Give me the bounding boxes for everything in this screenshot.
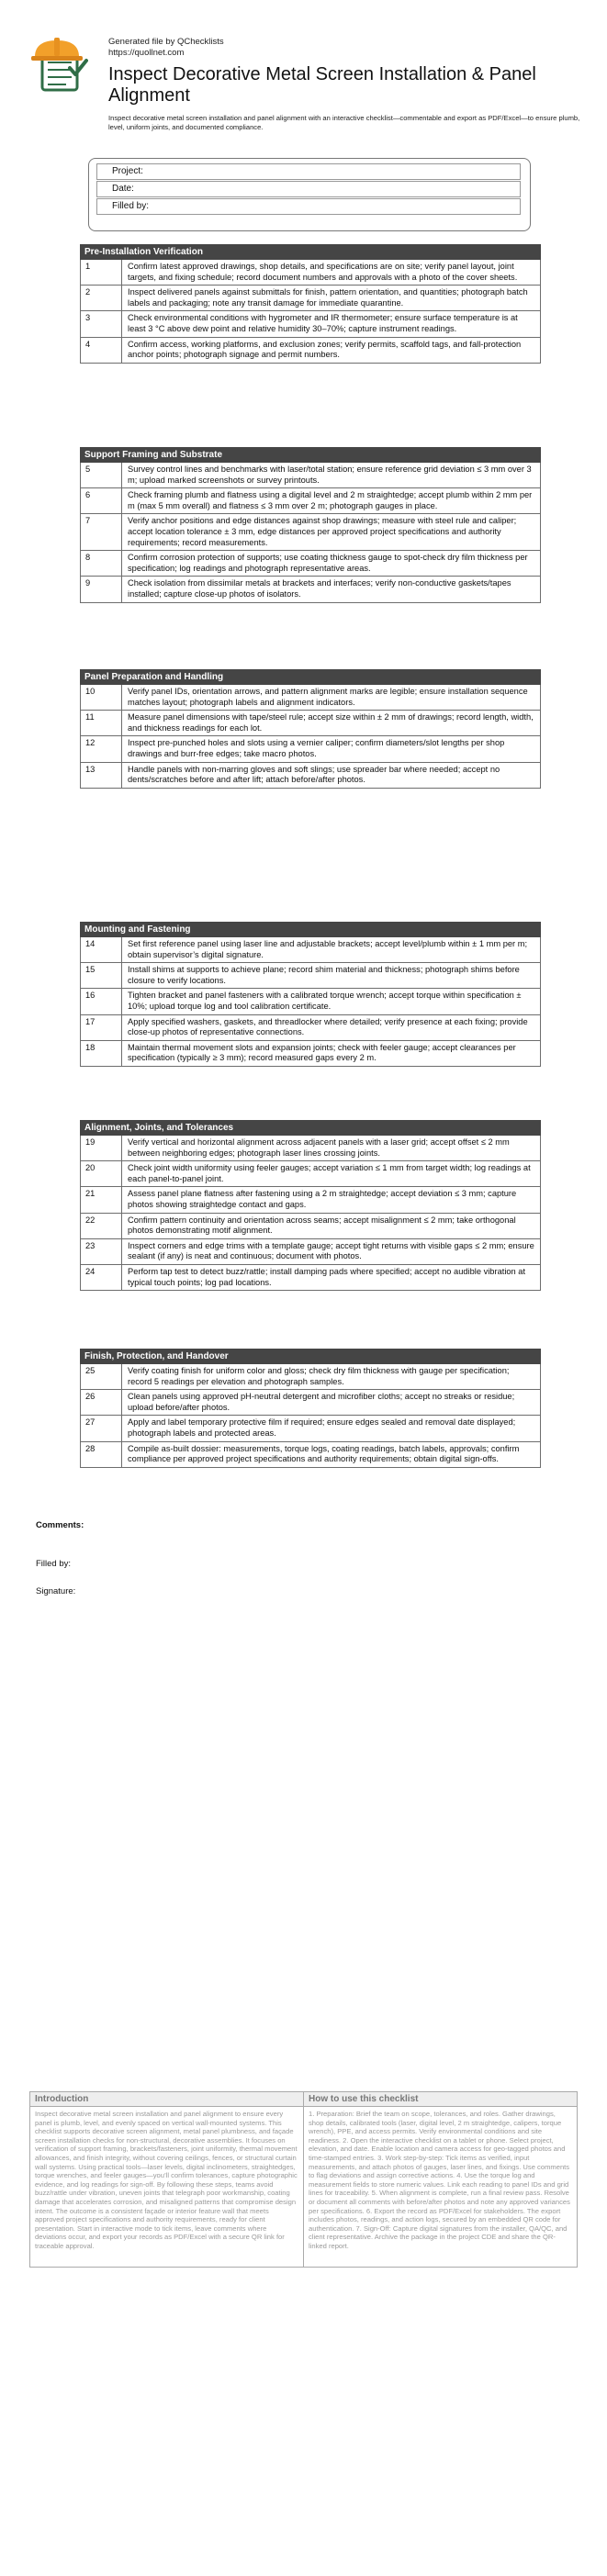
filled-by-signoff-label: Filled by: bbox=[36, 1559, 72, 1569]
how-to-text: 1. Preparation: Brief the team on scope, tolerances, and roles. Gather drawings, shop details, calibrated tools (laser, digital level, 2 m straightedge, calipers, torque wrench), PPE, and access permits. Verify environmental conditions and site readiness. 2. Open the interactive checklist on a tablet or phone. Select project, elevation, and date. Enable location and camera access for geo-tagged photos and time-stamped entries. 3. Work step-by-step: Tick items as verified, input measurements, and attach photos of gauges, laser lines, and fixings. Use comments to flag deviations and assign corrective actions. 4. Use the torque log and measurement fields to store numeric values. Link each reading to panel IDs and grid lines for traceability. 5. When alignment is complete, run a final review pass. Resolve or document all comments with before/after photos and note any approved variances per specifications. 6. Export the record as PDF/Excel for stakeholders. The export includes photos, readings, and action logs, secured by an embedded QR code for authentication. 7. Sign-Off: Capture digital signatures from the installer, QA/QC, and client representative. Archive the package in the project CDE and share the QR-linked report. bbox=[309, 2110, 570, 2250]
item-number: 4 bbox=[81, 338, 122, 363]
checklist-item[interactable] bbox=[80, 286, 541, 311]
checklist-item[interactable] bbox=[80, 514, 541, 551]
checklist-item[interactable] bbox=[80, 311, 541, 337]
item-text: Handle panels with non-marring gloves and soft slings; use spreader bar where needed; accept no dents/scratches before and after lift; attach before/after photos. bbox=[128, 764, 500, 785]
checklist-item[interactable] bbox=[80, 1390, 541, 1416]
item-text: Confirm corrosion protection of supports; use coating thickness gauge to spot-check dry film thickness per specification; log readings and photograph representative areas. bbox=[128, 553, 528, 573]
info-panel bbox=[29, 2091, 578, 2268]
checklist-item[interactable] bbox=[80, 763, 541, 789]
item-number: 11 bbox=[81, 711, 122, 735]
checklist-item[interactable] bbox=[80, 736, 541, 762]
item-text: Survey control lines and benchmarks with laser/total station; ensure reference grid deviation ≤ 3 mm over 3 m; upload marked screenshots or survey printouts. bbox=[128, 465, 532, 485]
checklist-item[interactable] bbox=[80, 937, 541, 963]
item-number: 1 bbox=[81, 260, 122, 285]
introduction-text: Inspect decorative metal screen installation and panel alignment to ensure every panel is plumb, level, and evenly spaced on vertical wall-mounted systems. This checklist supports decorative screen alignment, metal panel plumbness, and façade screen installation checks for non-structural, decorative assemblies. It focuses on verification of support framing, brackets/fasteners, joint uniformity, thermal movement allowances, and finish integrity, without covering ceilings, fences, or structural curtain wall systems. Using practical tools—laser levels, digital inclinometers, straightedges, torque wrenches, and feeler gauges—you’ll confirm tolerances, capture photographic evidence, and log readings for sign-off. By following these steps, teams avoid buzz/rattle under vibration, uneven joints that telegraph poor workmanship, coating damage that accelerates corrosion, and misaligned patterns that compromise design intent. The outcome is a consistent façade or interior feature wall that meets approved project specifications and authority requirements, ready for client presentation. Start in interactive mode to tick items, leave comments where deviations occur, and export your records as PDF/Excel with a secure QR link for traceable approval. bbox=[35, 2110, 298, 2250]
checklist-item[interactable] bbox=[80, 1416, 541, 1441]
item-text: Inspect delivered panels against submittals for finish, pattern orientation, and quantities; photograph batch labels and packaging; note any transit damage for immediate quarantine. bbox=[128, 287, 528, 308]
document-header bbox=[29, 31, 580, 132]
section-title: Mounting and Fastening bbox=[80, 922, 541, 937]
checklist-item[interactable] bbox=[80, 463, 541, 488]
section-title: Alignment, Joints, and Tolerances bbox=[80, 1120, 541, 1136]
checklist-item[interactable] bbox=[80, 1015, 541, 1041]
checklist-item[interactable] bbox=[80, 1161, 541, 1187]
item-text: Measure panel dimensions with tape/steel rule; accept size within ± 2 mm of drawings; record length, width, and thickness readings for each lot. bbox=[128, 712, 534, 733]
checklist-item[interactable] bbox=[80, 1214, 541, 1239]
item-text: Confirm access, working platforms, and exclusion zones; verify permits, scaffold tags, and fall-protection anchor points; photograph signage and permit numbers. bbox=[128, 339, 522, 360]
item-number: 23 bbox=[81, 1239, 122, 1264]
checklist-item[interactable] bbox=[80, 260, 541, 286]
item-number: 19 bbox=[81, 1136, 122, 1160]
checklist-item[interactable] bbox=[80, 1136, 541, 1161]
item-text: Verify vertical and horizontal alignment across adjacent panels with a laser grid; accept offset ≤ 2 mm between neighboring edges; photograph laser lines crossing joints. bbox=[128, 1137, 510, 1158]
item-text: Maintain thermal movement slots and expansion joints; check with feeler gauge; accept clearances per specification (typically ≥ 3 mm); record measured gaps every 2 m. bbox=[128, 1042, 516, 1063]
item-text: Apply specified washers, gaskets, and threadlocker where detailed; verify presence at each fixing; provide close-up photos of representative connections. bbox=[128, 1016, 528, 1037]
item-text: Verify panel IDs, orientation arrows, and pattern alignment marks are legible; ensure installation sequence matches layout; photograph labels and alignment indicators. bbox=[128, 687, 528, 707]
item-text: Compile as-built dossier: measurements, torque logs, coating readings, batch labels, approvals; confirm compliance per approved project specifications and authority requirements; obtain digital sign-offs. bbox=[128, 1443, 520, 1464]
item-text: Check framing plumb and flatness using a digital level and 2 m straightedge; accept plumb within 2 mm per m (max 5 mm overall) and flatness ≤ 3 mm over 2 m; photograph gauges in place. bbox=[128, 490, 533, 510]
checklist-item[interactable] bbox=[80, 577, 541, 602]
generator-credit bbox=[108, 37, 224, 59]
item-text: Confirm latest approved drawings, shop details, and specifications are on site; verify panel layout, joint targets, and fixing schedule; record document numbers and approvals with a photo of the cover sheets. bbox=[128, 262, 518, 282]
item-text: Assess panel plane flatness after fastening using a 2 m straightedge; accept deviation ≤ 3 mm; capture photos showing straightedge contact and gaps. bbox=[128, 1189, 517, 1209]
item-text: Verify coating finish for uniform color and gloss; check dry film thickness with gauge per specification; record 5 readings per elevation and photograph samples. bbox=[128, 1366, 510, 1386]
project-info-box bbox=[88, 158, 531, 231]
item-text: Verify anchor positions and edge distances against shop drawings; measure with steel rule and caliper; accept location tolerance ± 3 mm, edge distances per approved project specifications and authority requirements; record measurements. bbox=[128, 516, 517, 547]
checklist-hardhat-logo-icon bbox=[29, 35, 88, 94]
item-text: Apply and label temporary protective film if required; ensure edges sealed and removal date displayed; photograph labels and protected areas. bbox=[128, 1417, 516, 1438]
item-number: 12 bbox=[81, 736, 122, 761]
item-number: 8 bbox=[81, 551, 122, 576]
checklist-item[interactable] bbox=[80, 1239, 541, 1265]
item-number: 27 bbox=[81, 1416, 122, 1440]
section-finish-handover bbox=[80, 1349, 541, 1468]
item-number: 6 bbox=[81, 488, 122, 513]
comments-label: Comments: bbox=[36, 1520, 84, 1530]
source-url: https://quollnet.com bbox=[108, 48, 185, 58]
checklist-item[interactable] bbox=[80, 963, 541, 989]
item-text: Inspect pre-punched holes and slots using a vernier caliper; confirm diameters/slot lengths per shop drawings and burr-free edges; take macro photos. bbox=[128, 738, 505, 758]
checklist-item[interactable] bbox=[80, 989, 541, 1014]
date-label: Date: bbox=[112, 184, 134, 194]
item-number: 26 bbox=[81, 1390, 122, 1415]
section-title: Support Framing and Substrate bbox=[80, 447, 541, 463]
checklist-item[interactable] bbox=[80, 1442, 541, 1468]
item-number: 24 bbox=[81, 1265, 122, 1290]
filled-by-field[interactable] bbox=[96, 198, 521, 215]
section-title: Finish, Protection, and Handover bbox=[80, 1349, 541, 1364]
item-number: 22 bbox=[81, 1214, 122, 1238]
checklist-item[interactable] bbox=[80, 1265, 541, 1291]
filled-by-label: Filled by: bbox=[112, 201, 150, 211]
page-description: Inspect decorative metal screen installation and panel alignment with an interactive checklist—commentable and export as PDF/Excel—to ensure plumb, level, uniform joints, and documented compliance. bbox=[108, 114, 580, 131]
item-number: 17 bbox=[81, 1015, 122, 1040]
item-number: 18 bbox=[81, 1041, 122, 1066]
item-number: 9 bbox=[81, 577, 122, 601]
checklist-item[interactable] bbox=[80, 551, 541, 577]
how-to-column bbox=[303, 2092, 577, 2267]
item-number: 28 bbox=[81, 1442, 122, 1467]
checklist-item[interactable] bbox=[80, 488, 541, 514]
section-title: Panel Preparation and Handling bbox=[80, 669, 541, 685]
section-title: Pre-Installation Verification bbox=[80, 244, 541, 260]
item-number: 15 bbox=[81, 963, 122, 988]
item-number: 2 bbox=[81, 286, 122, 310]
item-text: Check isolation from dissimilar metals at brackets and interfaces; verify non-conductive gaskets/tapes installed; capture close-up photos of isolators. bbox=[128, 578, 511, 599]
item-number: 3 bbox=[81, 311, 122, 336]
checklist-item[interactable] bbox=[80, 338, 541, 364]
item-number: 10 bbox=[81, 685, 122, 710]
section-support-framing bbox=[80, 447, 541, 603]
section-panel-preparation bbox=[80, 669, 541, 789]
date-field[interactable] bbox=[96, 181, 521, 197]
item-text: Set first reference panel using laser line and adjustable brackets; accept level/plumb within ± 1 mm per m; obtain supervisor’s digital signature. bbox=[128, 939, 528, 959]
checklist-item[interactable] bbox=[80, 1187, 541, 1213]
how-to-title: How to use this checklist bbox=[304, 2092, 577, 2107]
item-text: Inspect corners and edge trims with a template gauge; accept tight returns with visible gaps ≤ 2 mm; ensure sealant (if any) is neat and continuous; document with photos. bbox=[128, 1240, 534, 1261]
section-pre-installation bbox=[80, 244, 541, 364]
item-number: 21 bbox=[81, 1187, 122, 1212]
introduction-column bbox=[30, 2092, 303, 2267]
item-text: Clean panels using approved pH-neutral detergent and microfiber cloths; accept no streaks or residue; upload before/after photos. bbox=[128, 1392, 515, 1412]
item-text: Check joint width uniformity using feeler gauges; accept variation ≤ 1 mm from target width; log readings at each panel-to-panel joint. bbox=[128, 1163, 531, 1183]
signature-label: Signature: bbox=[36, 1586, 76, 1596]
item-text: Perform tap test to detect buzz/rattle; install damping pads where specified; accept no audible vibration at typical touch points; log pad locations. bbox=[128, 1266, 526, 1287]
item-text: Check environmental conditions with hygrometer and IR thermometer; ensure surface temperature is at least 3 °C above dew point and relative humidity 30–70%; capture instrument readings. bbox=[128, 313, 518, 333]
project-label: Project: bbox=[112, 166, 143, 176]
item-number: 16 bbox=[81, 989, 122, 1014]
section-alignment-joints bbox=[80, 1120, 541, 1291]
item-number: 5 bbox=[81, 463, 122, 487]
item-number: 20 bbox=[81, 1161, 122, 1186]
item-number: 13 bbox=[81, 763, 122, 788]
checklist-item[interactable] bbox=[80, 711, 541, 736]
project-field[interactable] bbox=[96, 163, 521, 180]
generated-by-text: Generated file by QChecklists bbox=[108, 37, 224, 47]
item-text: Install shims at supports to achieve plane; record shim material and thickness; photograph shims before closure to verify locations. bbox=[128, 965, 520, 985]
item-number: 25 bbox=[81, 1364, 122, 1389]
page-title: Inspect Decorative Metal Screen Installation & Panel Alignment bbox=[108, 64, 536, 106]
checklist-item[interactable] bbox=[80, 1041, 541, 1067]
item-number: 14 bbox=[81, 937, 122, 962]
item-text: Tighten bracket and panel fasteners with a calibrated torque wrench; accept torque within specification ± 10%; upload torque log and tool calibration certificate. bbox=[128, 991, 522, 1011]
checklist-item[interactable] bbox=[80, 685, 541, 711]
section-mounting-fastening bbox=[80, 922, 541, 1067]
item-number: 7 bbox=[81, 514, 122, 550]
introduction-title: Introduction bbox=[30, 2092, 303, 2107]
item-text: Confirm pattern continuity and orientation across seams; accept misalignment ≤ 2 mm; take orthogonal photos demonstrating motif alignment. bbox=[128, 1215, 516, 1236]
checklist-item[interactable] bbox=[80, 1364, 541, 1390]
